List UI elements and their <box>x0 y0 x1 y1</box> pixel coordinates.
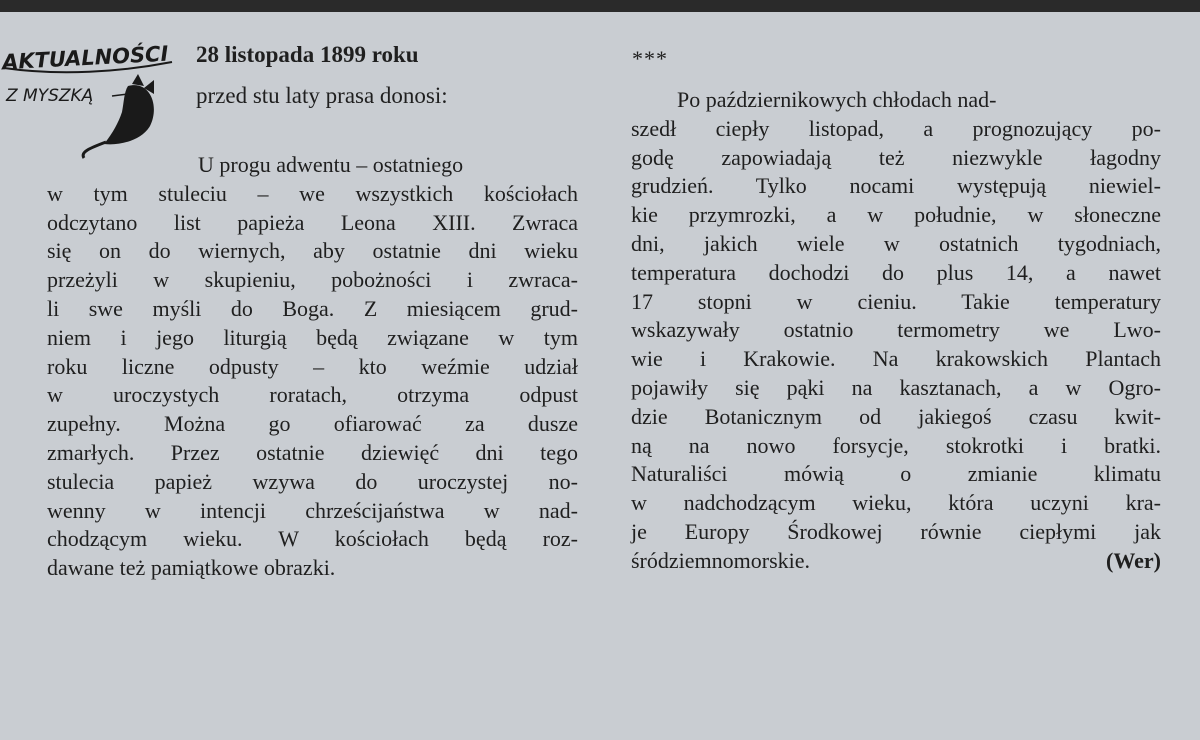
text-line: się on do wiernych, aby ostatnie dni wieku <box>47 238 578 264</box>
text-line: szedł ciepły listopad, a prognozujący po- <box>631 115 1161 141</box>
text-line: grudzień. Tylko nocami występują niewiel- <box>631 173 1161 199</box>
text-line: Naturaliści mówią o zmianie klimatu <box>631 461 1161 487</box>
logo-subtitle: Z MYSZKĄ <box>6 86 94 106</box>
column-logo <box>0 36 180 166</box>
article-subtitle: przed stu laty prasa donosi: <box>196 82 448 108</box>
text-line: dzie Botanicznym od jakiegoś czasu kwit- <box>631 403 1161 429</box>
text-line: w uroczystych roratach, otrzyma odpust <box>47 382 578 408</box>
author-signature: (Wer) <box>1106 547 1161 573</box>
text-line: ną na nowo forsycje, stokrotki i bratki. <box>631 432 1161 458</box>
left-column-text <box>47 151 578 583</box>
text-line: godę zapowiadają też niezwykle łagodny <box>631 144 1161 170</box>
text-line: Po październikowych chłodach nad- <box>677 87 997 112</box>
top-rule <box>0 0 1200 12</box>
text-line: w nadchodzącym wieku, która uczyni kra- <box>631 490 1161 516</box>
text-line: pojawiły się pąki na kasztanach, a w Ogro- <box>631 374 1161 400</box>
section-separator: *** <box>632 46 668 71</box>
text-line: zmarłych. Przez ostatnie dziewięć dni tego <box>47 439 578 465</box>
text-line: roku liczne odpusty – kto weźmie udział <box>47 353 578 379</box>
text-line: dni, jakich wiele w ostatnich tygodniach, <box>631 230 1161 256</box>
text-line: je Europy Środkowej równie ciepłymi jak <box>631 518 1161 544</box>
right-column-text <box>631 86 1161 576</box>
text-line: przeżyli w skupieniu, pobożności i zwraca- <box>47 267 578 293</box>
text-line: odczytano list papieża Leona XIII. Zwraca <box>47 209 578 235</box>
text-line: wie i Krakowie. Na krakowskich Plantach <box>631 346 1161 372</box>
text-line: 17 stopni w cieniu. Takie temperatury <box>631 288 1161 314</box>
text-line: w tym stuleciu – we wszystkich kościołach <box>47 180 578 206</box>
text-line: śródziemnomorskie. <box>631 547 811 573</box>
text-line: zupełny. Można go ofiarować za dusze <box>47 411 578 437</box>
text-line: wenny w intencji chrześcijaństwa w nad- <box>47 497 578 523</box>
text-line: temperatura dochodzi do plus 14, a nawet <box>631 259 1161 285</box>
text-line: niem i jego liturgią będą związane w tym <box>47 324 578 350</box>
text-line: chodzącym wieku. W kościołach będą roz- <box>47 526 578 552</box>
text-line: dawane też pamiątkowe obrazki. <box>47 555 336 581</box>
mouse-icon <box>0 36 180 166</box>
article-header <box>196 41 448 111</box>
text-line: kie przymrozki, a w południe, w słoneczne <box>631 202 1161 228</box>
text-line: stulecia papież wzywa do uroczystej no- <box>47 468 578 494</box>
text-line: wskazywały ostatnio termometry we Lwo- <box>631 317 1161 343</box>
text-line: li swe myśli do Boga. Z miesiącem grud- <box>47 295 578 321</box>
text-line: U progu adwentu – ostatniego <box>198 152 464 177</box>
final-line <box>631 547 1161 576</box>
logo-title: AKTUALNOŚCI <box>1 41 169 75</box>
article-date: 28 listopada 1899 roku <box>196 42 419 67</box>
